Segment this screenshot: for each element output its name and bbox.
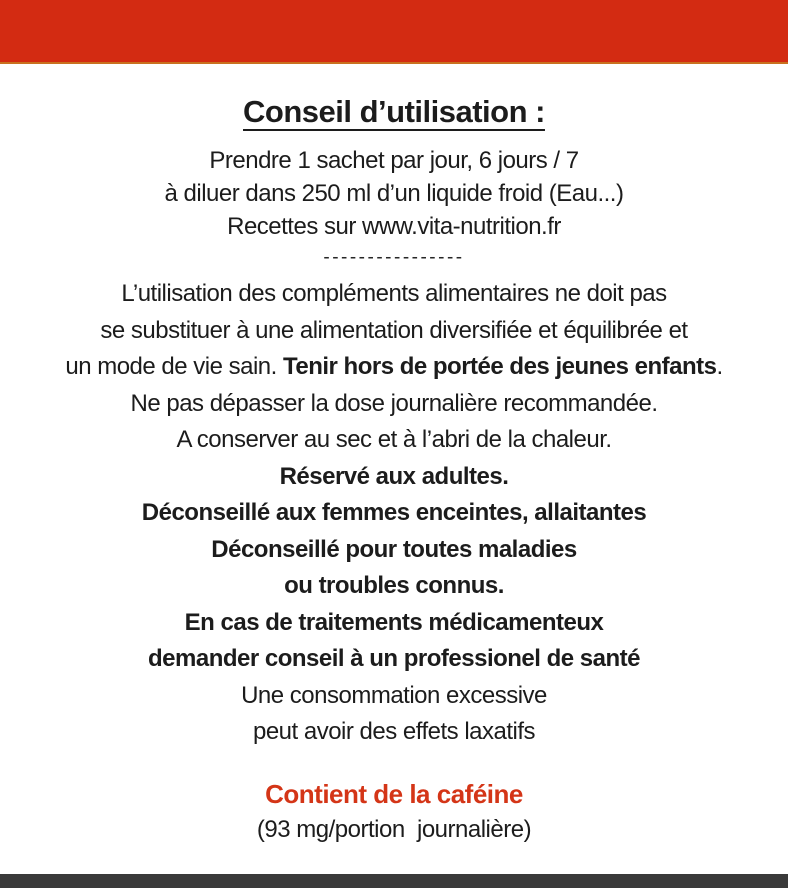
bottom-dark-bar xyxy=(0,874,788,888)
warning-segment-bold: Déconseillé aux femmes enceintes, allaitantes xyxy=(141,499,647,526)
warning-segment-bold: demander conseil à un professionel de santé xyxy=(148,645,640,672)
warning-line xyxy=(0,422,788,459)
top-red-bar xyxy=(0,0,788,64)
usage-line: Recettes sur www.vita-nutrition.fr xyxy=(227,213,561,240)
warning-segment-bold: Tenir hors de portée des jeunes enfants xyxy=(282,353,717,380)
warning-line xyxy=(0,313,788,350)
warning-line xyxy=(0,276,788,313)
warning-segment-bold: Réservé aux adultes. xyxy=(279,462,509,490)
warning-segment: Une consommation excessive xyxy=(241,681,547,709)
usage-line: à diluer dans 250 ml d’un liquide froid (Eau...) xyxy=(164,180,624,207)
warning-line xyxy=(0,495,788,532)
usage-instructions xyxy=(0,144,788,243)
warning-segment: peut avoir des effets laxatifs xyxy=(252,718,536,745)
caffeine-detail: (93 mg/portion journalière) xyxy=(256,815,532,843)
warning-segment: L’utilisation des compléments alimentaires ne doit pas xyxy=(121,280,667,307)
title-row xyxy=(0,64,788,130)
warning-line xyxy=(0,605,788,642)
warning-segment: . xyxy=(716,353,723,380)
warning-line xyxy=(0,678,788,715)
warning-line xyxy=(0,641,788,678)
warning-line xyxy=(0,349,788,386)
warning-segment-bold: En cas de traitements médicamenteux xyxy=(184,608,604,636)
usage-line: Prendre 1 sachet par jour, 6 jours / 7 xyxy=(209,147,579,174)
warning-line xyxy=(0,532,788,569)
warning-segment: Ne pas dépasser la dose journalière recommandée. xyxy=(130,389,658,417)
warning-line xyxy=(0,459,788,496)
warnings-paragraph xyxy=(0,276,788,751)
caffeine-heading: Contient de la caféine xyxy=(265,778,523,809)
warning-segment: un mode de vie sain. xyxy=(65,353,283,380)
warning-segment-bold: Déconseillé pour toutes maladies xyxy=(211,535,577,563)
warning-segment-bold: ou troubles connus. xyxy=(284,572,504,599)
dashed-divider: ---------------- xyxy=(323,247,465,268)
page-title: Conseil d’utilisation : xyxy=(243,94,545,129)
warning-line xyxy=(0,714,788,751)
warning-line xyxy=(0,386,788,423)
warning-line xyxy=(0,568,788,605)
warning-segment: se substituer à une alimentation diversifiée et équilibrée et xyxy=(100,316,688,344)
warning-segment: A conserver au sec et à l’abri de la chaleur. xyxy=(176,426,612,453)
